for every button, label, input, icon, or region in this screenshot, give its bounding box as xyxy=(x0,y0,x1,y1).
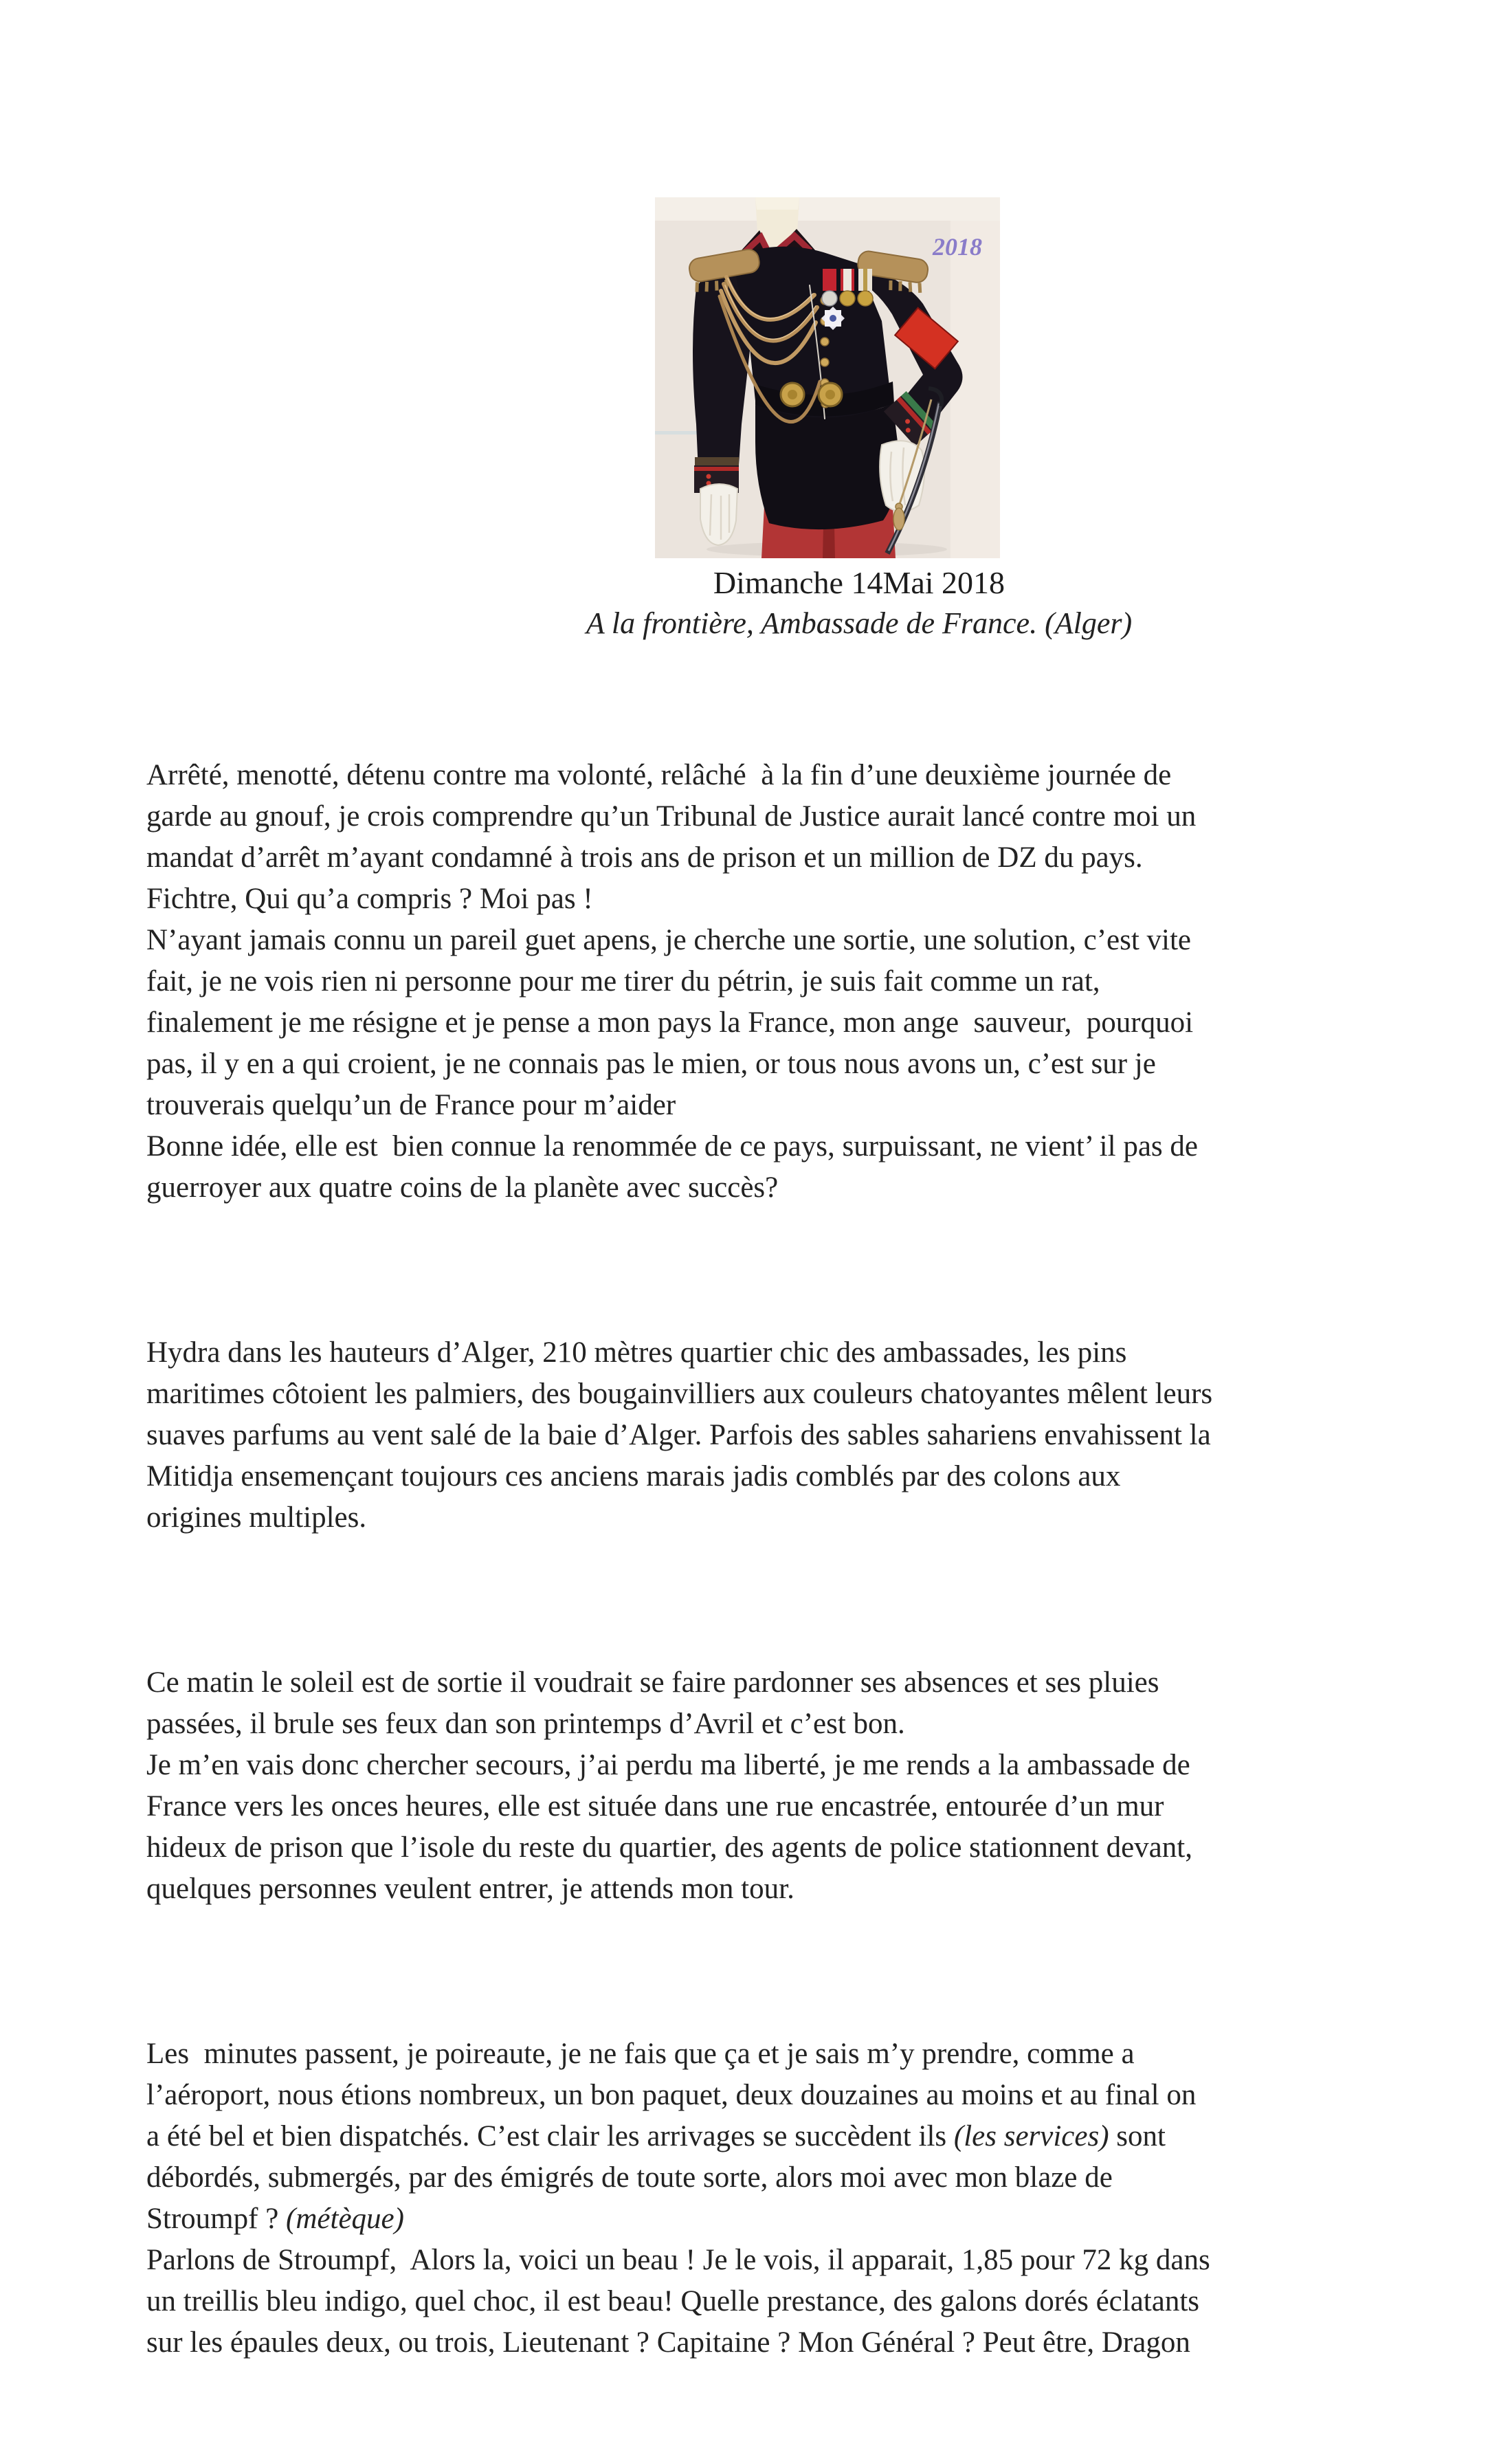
paragraph-1: Arrêté, menotté, détenu contre ma volonté, relâché à la fin d’une deuxième journée de garde au gnouf, je crois comprendre qu’un Tribunal de Justice aurait lancé contre moi un mandat d’arrêt m’ayant condamné à trois ans de prison et un million de DZ du pays. Fichtre, Qui qu’a compris ? Moi pas ! N’ayant jamais connu un pareil guet apens, je cherche une sortie, une solution, c’est vite fait, je ne vois rien ni personne pour me tirer du pétrin, je suis fait comme un rat, finalement je me résigne et je pense a mon pays la France, mon ange sauveur, pourquoi pas, il y en a qui croient, je ne connais pas le mien, or tous nous avons un, c’est sur je trouverais quelqu’un de France pour m’aider Bonne idée, elle est bien connue la renommée de ce pays, surpuissant, ne vient’ il pas de guerroyer aux quatre coins de la planète avec succès? xyxy=(146,759,1198,1204)
tunic-skirt xyxy=(755,404,900,529)
medals xyxy=(822,269,873,306)
photo-year-label: 2018 xyxy=(933,233,982,261)
caption-date: Dimanche 14Mai 2018 xyxy=(713,565,1005,600)
paragraph-2: Hydra dans les hauteurs d’Alger, 210 mètres quartier chic des ambassades, les pins maritimes côtoient les palmiers, des bougainvilliers aux couleurs chatoyantes mêlent leurs suaves parfums au vent salé de la baie d’Alger. Parfois des sables sahariens envahissent la Mitidja ensemençant toujours ces anciens marais jadis comblés par des colons aux origines multiples. xyxy=(146,1336,1213,1534)
body-text xyxy=(146,672,1459,2446)
paragraph-4: Les minutes passent, je poireaute, je ne fais que ça et je sais m’y prendre, comme a l’aéroport, nous étions nombreux, un bon paquet, deux douzaines au moins et au final on a été bel et bien dispatchés. C’est clair les arrivages se succèdent ils (les services) sont débordés, submergés, par des émigrés de toute sorte, alors moi avec mon blaze de Stroumpf ? (métèque) Parlons de Stroumpf, Alors la, voici un beau ! Je le vois, il apparait, 1,85 pour 72 kg dans un treillis bleu indigo, quel choc, il est beau! Quelle prestance, des galons dorés éclatants sur les épaules deux, ou trois, Lieutenant ? Capitaine ? Mon Général ? Peut être, Dragon xyxy=(146,2038,1210,2359)
uniform-photo xyxy=(655,197,1000,558)
star-order xyxy=(821,307,845,330)
caption-title: A la frontière, Ambassade de France. (Alger) xyxy=(586,606,1133,640)
paragraph-3: Ce matin le soleil est de sortie il voudrait se faire pardonner ses absences et ses pluies passées, il brule ses feux dan son printemps d’Avril et c’est bon. Je m’en vais donc chercher secours, j’ai perdu ma liberté, je me rends a la ambassade de France vers les onces heures, elle est située dans une rue encastrée, entourée d’un mur hideux de prison que l’isole du reste du quartier, des agents de police stationnent devant, quelques personnes veulent entrer, je attends mon tour. xyxy=(146,1666,1192,1905)
